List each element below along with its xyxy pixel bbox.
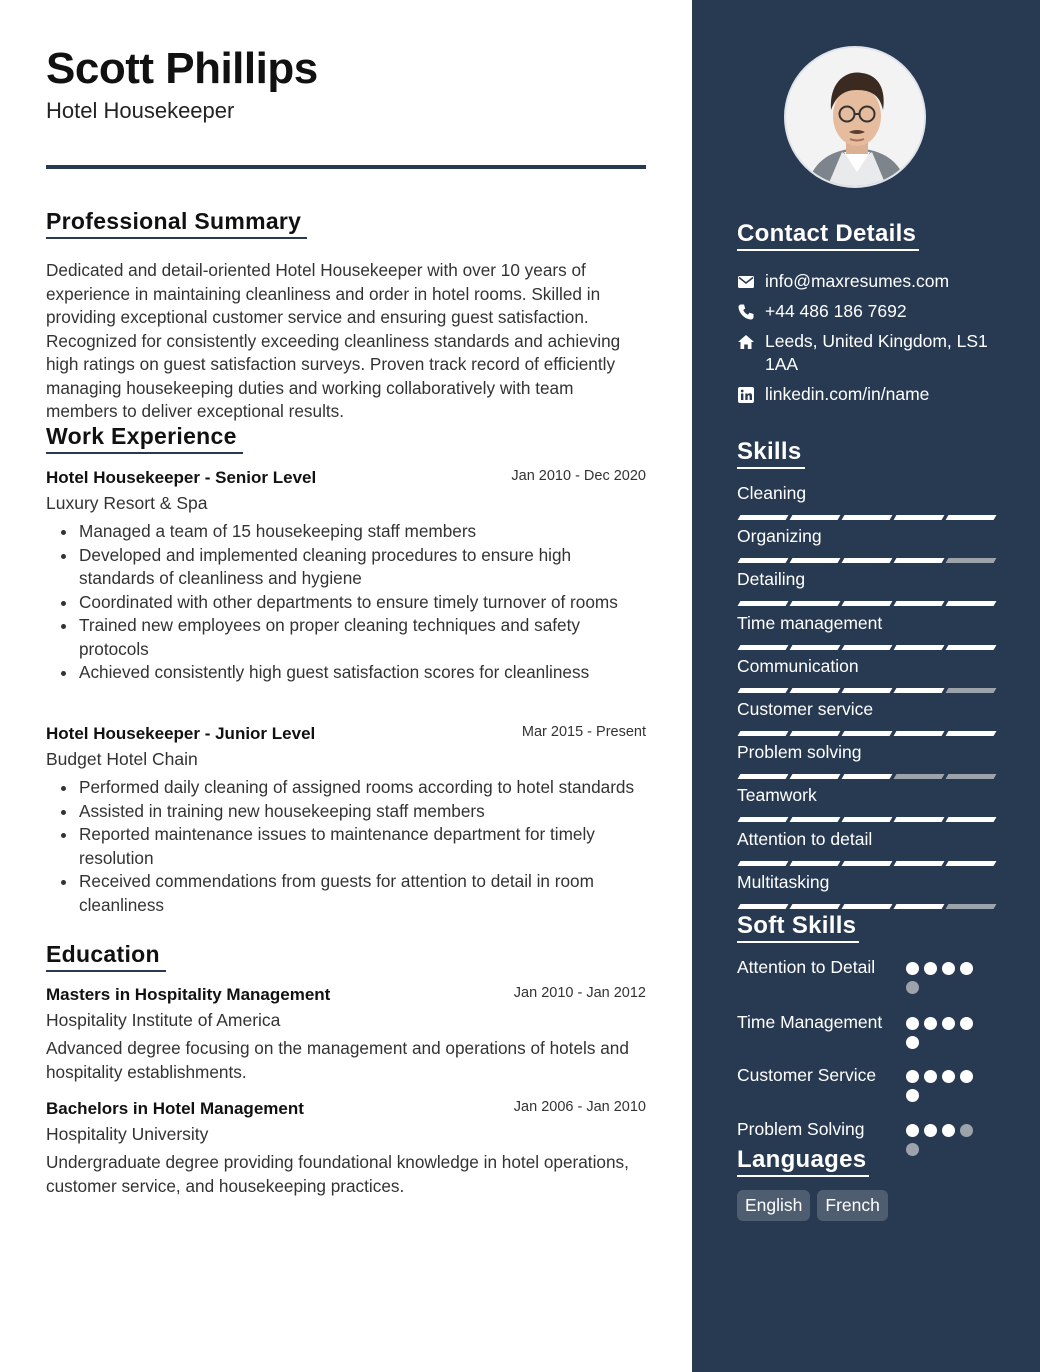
rating-dot-empty	[906, 981, 919, 994]
rating-segment-filled	[894, 731, 945, 736]
skill-item	[737, 785, 995, 822]
language-chip: English	[737, 1190, 810, 1221]
rating-segment-filled	[790, 861, 841, 866]
soft-skill-name: Time Management	[737, 1012, 883, 1032]
rating-segment-filled	[894, 861, 945, 866]
contact-phone-text: +44 486 186 7692	[765, 301, 907, 321]
rating-dot-filled	[924, 1124, 937, 1137]
languages-list	[737, 1190, 888, 1221]
rating-segment-empty	[946, 558, 997, 563]
job-bullets	[46, 776, 646, 917]
contact-heading: Contact Details	[737, 220, 919, 251]
rating-segment-filled	[790, 817, 841, 822]
skill-rating-bar	[737, 774, 995, 779]
contact-email-text: info@maxresumes.com	[765, 271, 950, 291]
rating-segment-filled	[738, 731, 789, 736]
skill-rating-bar	[737, 861, 995, 866]
skill-rating-bar	[737, 817, 995, 822]
summary-text: Dedicated and detail-oriented Hotel Housekeeper with over 10 years of experience in maintaining cleanliness and order in hotel rooms. Skilled in providing exceptional customer service and ensuring guest satisfaction. Recognized for consistently exceeding cleanliness standards and achieving high ratings on guest satisfaction surveys. Proven track record of efficiently managing housekeeping duties and working collaboratively with team members to deliver exceptional results.	[46, 260, 621, 421]
education-date: Jan 2006 - Jan 2010	[513, 1099, 646, 1115]
education-school: Hospitality University	[46, 1124, 209, 1144]
job-company: Luxury Resort & Spa	[46, 493, 208, 513]
contact-phone[interactable]	[737, 300, 1007, 323]
rating-segment-filled	[842, 904, 893, 909]
phone-icon	[737, 303, 755, 321]
envelope-icon	[737, 273, 755, 291]
contact-email[interactable]	[737, 270, 1007, 293]
rating-segment-filled	[946, 601, 997, 606]
summary-heading: Professional Summary	[46, 208, 307, 239]
rating-segment-filled	[946, 515, 997, 520]
soft-skill-name: Problem Solving	[737, 1119, 865, 1139]
skill-name: Attention to detail	[737, 828, 873, 849]
rating-segment-filled	[842, 645, 893, 650]
soft-skill-name: Customer Service	[737, 1065, 877, 1085]
skill-item	[737, 829, 995, 866]
rating-dot-filled	[906, 1089, 919, 1102]
rating-segment-filled	[790, 688, 841, 693]
skill-item	[737, 569, 995, 606]
rating-segment-filled	[738, 817, 789, 822]
skill-item	[737, 526, 995, 563]
experience-heading: Work Experience	[46, 423, 243, 454]
education-degree: Bachelors in Hotel Management	[46, 1099, 304, 1118]
skill-item	[737, 656, 995, 693]
rating-segment-filled	[842, 688, 893, 693]
languages-heading: Languages	[737, 1146, 869, 1177]
skills-heading: Skills	[737, 438, 805, 469]
soft-skill-rating-dots	[906, 1124, 982, 1156]
skill-rating-bar	[737, 558, 995, 563]
rating-segment-filled	[790, 645, 841, 650]
education-date: Jan 2010 - Jan 2012	[513, 985, 646, 1001]
job-bullet: Performed daily cleaning of assigned rooms according to hotel standards	[46, 776, 646, 800]
education-description: Advanced degree focusing on the management and operations of hotels and hospitality establishments.	[46, 1038, 629, 1082]
skill-name: Teamwork	[737, 785, 817, 806]
rating-dot-filled	[942, 1070, 955, 1083]
education-school: Hospitality Institute of America	[46, 1010, 281, 1030]
rating-segment-filled	[738, 774, 789, 779]
skill-item	[737, 742, 995, 779]
skill-name: Detailing	[737, 569, 806, 590]
rating-dot-filled	[924, 1070, 937, 1083]
job-company: Budget Hotel Chain	[46, 749, 198, 769]
skill-name: Organizing	[737, 526, 822, 547]
rating-segment-filled	[790, 558, 841, 563]
job-bullet: Developed and implemented cleaning procedures to ensure high standards of cleanliness and hygiene	[46, 544, 646, 591]
job-bullet: Reported maintenance issues to maintenance department for timely resolution	[46, 823, 646, 870]
job-role: Hotel Housekeeper - Junior Level	[46, 724, 316, 743]
soft-skill-name: Attention to Detail	[737, 957, 876, 977]
rating-segment-filled	[842, 558, 893, 563]
rating-segment-filled	[894, 645, 945, 650]
header-divider	[46, 165, 646, 169]
person-portrait-icon	[786, 48, 926, 188]
rating-segment-filled	[738, 688, 789, 693]
education-entry	[46, 1099, 646, 1198]
skill-rating-bar	[737, 904, 995, 909]
rating-dot-filled	[942, 1124, 955, 1137]
education-entry	[46, 985, 646, 1084]
soft-skills-heading: Soft Skills	[737, 912, 859, 943]
rating-segment-filled	[946, 861, 997, 866]
rating-segment-filled	[738, 601, 789, 606]
rating-segment-filled	[738, 558, 789, 563]
skill-name: Communication	[737, 655, 859, 676]
rating-segment-filled	[894, 817, 945, 822]
language-chip: French	[817, 1190, 887, 1221]
rating-dot-filled	[924, 962, 937, 975]
job-bullet: Achieved consistently high guest satisfaction scores for cleanliness	[46, 661, 646, 685]
linkedin-icon	[737, 386, 755, 404]
rating-dot-filled	[906, 1070, 919, 1083]
education-heading: Education	[46, 941, 166, 972]
job-bullets	[46, 520, 646, 685]
rating-segment-filled	[842, 861, 893, 866]
rating-dot-filled	[906, 1036, 919, 1049]
job-bullet: Managed a team of 15 housekeeping staff members	[46, 520, 646, 544]
rating-segment-empty	[946, 904, 997, 909]
rating-dot-filled	[960, 962, 973, 975]
rating-segment-filled	[842, 774, 893, 779]
rating-segment-filled	[790, 515, 841, 520]
job-bullet: Coordinated with other departments to ensure timely turnover of rooms	[46, 591, 646, 615]
soft-skill-rating-dots	[906, 962, 982, 994]
rating-dot-filled	[924, 1017, 937, 1030]
job-bullet: Assisted in training new housekeeping staff members	[46, 800, 646, 824]
contact-address	[737, 330, 1007, 376]
contact-linkedin-text: linkedin.com/in/name	[765, 384, 930, 404]
skill-rating-bar	[737, 645, 995, 650]
job-date: Mar 2015 - Present	[521, 724, 646, 740]
rating-dot-filled	[960, 1017, 973, 1030]
education-degree: Masters in Hospitality Management	[46, 985, 331, 1004]
rating-segment-empty	[946, 774, 997, 779]
rating-segment-filled	[842, 731, 893, 736]
job-bullet: Trained new employees on proper cleaning techniques and safety protocols	[46, 614, 646, 661]
job-bullet: Received commendations from guests for attention to detail in room cleanliness	[46, 870, 646, 917]
rating-dot-filled	[942, 1017, 955, 1030]
candidate-title: Hotel Housekeeper	[46, 98, 235, 123]
rating-dot-filled	[906, 962, 919, 975]
skill-item	[737, 872, 995, 909]
rating-dot-empty	[960, 1124, 973, 1137]
skill-name: Time management	[737, 612, 883, 633]
rating-segment-filled	[894, 558, 945, 563]
rating-segment-filled	[894, 515, 945, 520]
rating-segment-filled	[790, 774, 841, 779]
home-icon	[737, 333, 755, 351]
rating-segment-filled	[738, 904, 789, 909]
rating-segment-filled	[790, 731, 841, 736]
rating-segment-filled	[738, 515, 789, 520]
rating-segment-filled	[790, 601, 841, 606]
rating-segment-filled	[790, 904, 841, 909]
skill-name: Cleaning	[737, 483, 807, 503]
skill-item	[737, 483, 995, 520]
rating-segment-empty	[894, 774, 945, 779]
rating-segment-filled	[946, 817, 997, 822]
rating-dot-filled	[960, 1070, 973, 1083]
skill-rating-bar	[737, 688, 995, 693]
rating-segment-empty	[946, 688, 997, 693]
education-description: Undergraduate degree providing foundational knowledge in hotel operations, customer service, and housekeeping practices.	[46, 1152, 629, 1196]
rating-segment-filled	[738, 645, 789, 650]
profile-photo	[784, 46, 926, 188]
rating-segment-filled	[894, 904, 945, 909]
rating-dot-filled	[942, 962, 955, 975]
job-role: Hotel Housekeeper - Senior Level	[46, 468, 317, 487]
rating-dot-empty	[906, 1143, 919, 1156]
rating-segment-filled	[894, 601, 945, 606]
skill-name: Problem solving	[737, 742, 862, 763]
rating-segment-filled	[842, 515, 893, 520]
job-date: Jan 2010 - Dec 2020	[511, 468, 646, 484]
soft-skill-rating-dots	[906, 1070, 982, 1102]
soft-skill-rating-dots	[906, 1017, 982, 1049]
rating-segment-filled	[842, 601, 893, 606]
rating-dot-filled	[906, 1124, 919, 1137]
candidate-name: Scott Phillips	[46, 44, 318, 93]
skill-name: Multitasking	[737, 871, 830, 892]
skill-rating-bar	[737, 601, 995, 606]
skill-rating-bar	[737, 515, 995, 520]
sidebar	[692, 0, 1040, 1372]
contact-address-text: Leeds, United Kingdom, LS1 1AA	[765, 331, 988, 374]
skill-item	[737, 699, 995, 736]
job-entry	[46, 724, 646, 917]
rating-segment-filled	[946, 645, 997, 650]
skill-item	[737, 613, 995, 650]
rating-segment-filled	[738, 861, 789, 866]
rating-segment-filled	[946, 731, 997, 736]
contact-linkedin[interactable]	[737, 383, 1007, 406]
rating-segment-filled	[842, 817, 893, 822]
skill-rating-bar	[737, 731, 995, 736]
job-entry	[46, 468, 646, 685]
rating-segment-filled	[894, 688, 945, 693]
skill-name: Customer service	[737, 699, 874, 719]
rating-dot-filled	[906, 1017, 919, 1030]
